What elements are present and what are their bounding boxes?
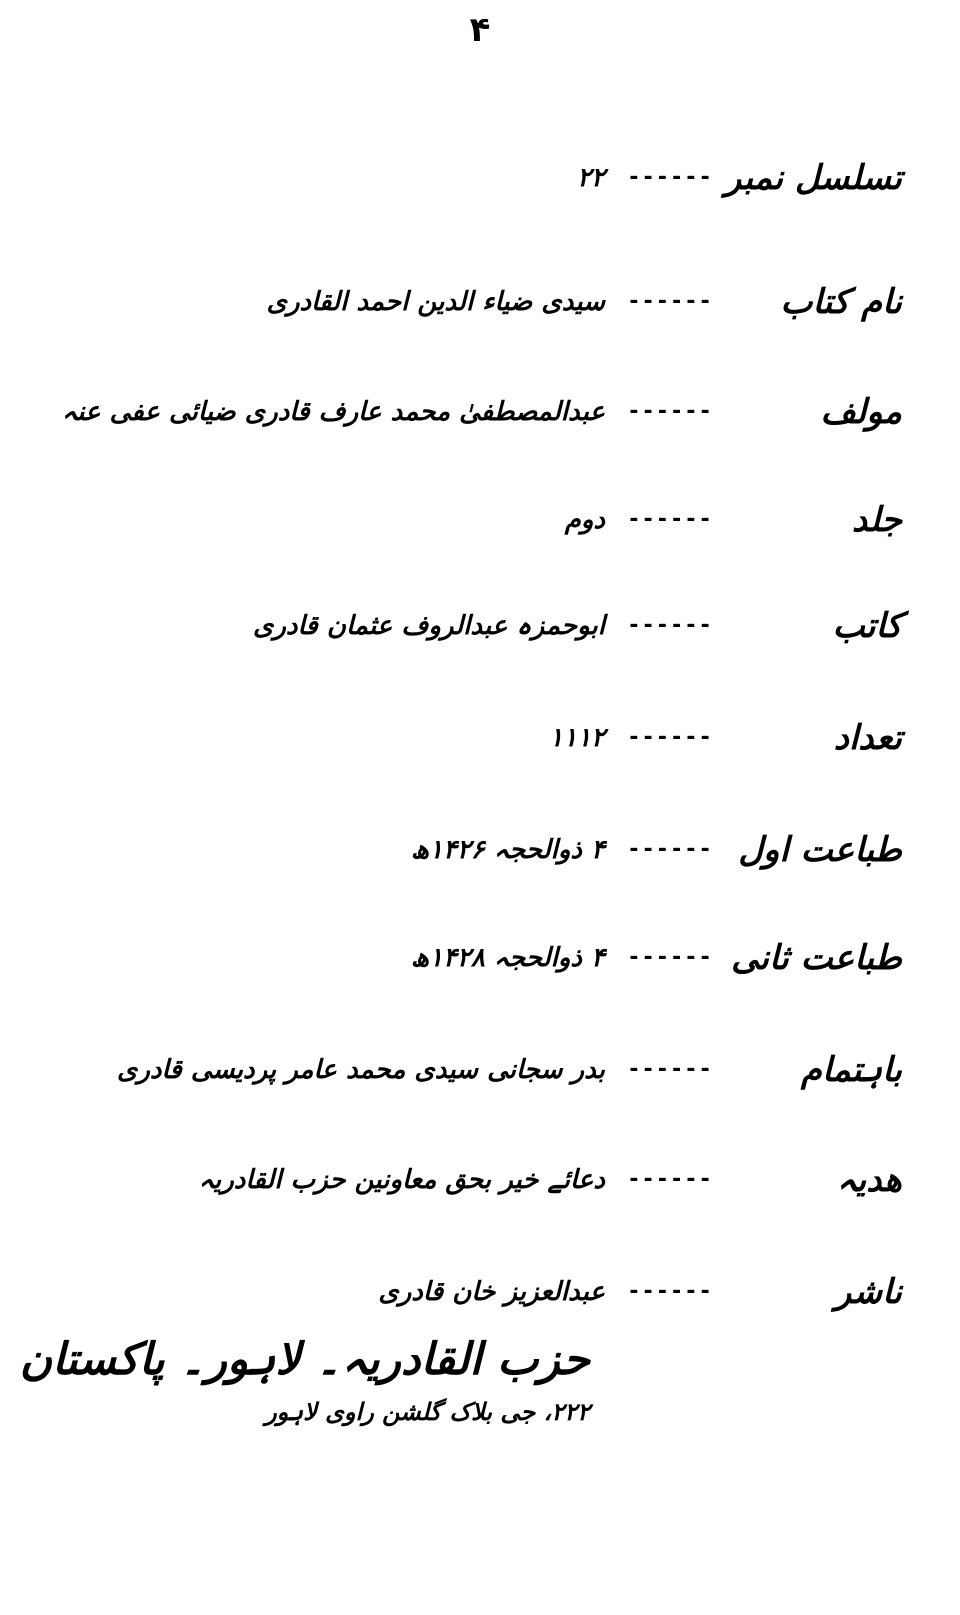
row-dashes: ------ xyxy=(627,1279,713,1304)
row-gift xyxy=(0,1150,960,1210)
publisher-address: ۲۲۲، جی بلاک گلشن راوی لاہور xyxy=(265,1397,590,1426)
row-value: ابوحمزہ عبدالروف عثمان قادری xyxy=(253,611,605,641)
row-label: طباعت اول xyxy=(738,830,902,870)
row-value: ۲۲ xyxy=(577,163,605,193)
row-dashes: ------ xyxy=(627,613,713,638)
row-second-print xyxy=(0,928,960,988)
row-publisher xyxy=(0,1262,960,1322)
row-author xyxy=(0,382,960,442)
row-label: طباعت ثانی xyxy=(731,938,902,978)
row-label: ھدیہ xyxy=(836,1160,902,1200)
row-serial-number xyxy=(0,148,960,208)
row-dashes: ------ xyxy=(627,165,713,190)
row-dashes: ------ xyxy=(627,1057,713,1082)
row-calligrapher xyxy=(0,596,960,656)
row-label: مولف xyxy=(820,392,902,432)
row-volume xyxy=(0,490,960,550)
row-label: نام کتاب xyxy=(780,282,902,322)
row-quantity xyxy=(0,708,960,768)
row-arranged-by xyxy=(0,1040,960,1100)
row-label: باہتمام xyxy=(800,1050,902,1090)
row-value: دعائے خیر بحق معاونین حزب القادریہ xyxy=(198,1165,605,1195)
row-dashes: ------ xyxy=(627,1167,713,1192)
row-first-print xyxy=(0,820,960,880)
row-label: ناشر xyxy=(834,1272,902,1312)
publisher-name: حزب القادریہ۔ لاہور۔ پاکستان xyxy=(19,1334,590,1385)
row-value: عبدالمصطفیٰ محمد عارف قادری ضیائی عفی عنہ xyxy=(61,397,605,427)
row-value: ۴ ذوالحجہ ۱۴۲۸ھ xyxy=(410,943,605,973)
row-value: عبدالعزیز خان قادری xyxy=(378,1277,605,1307)
publisher-block xyxy=(20,1330,590,1434)
row-label: کاتب xyxy=(832,606,902,646)
row-dashes: ------ xyxy=(627,289,713,314)
row-label: تعداد xyxy=(833,718,902,758)
row-dashes: ------ xyxy=(627,725,713,750)
row-value: دوم xyxy=(564,505,605,535)
row-value: ۴ ذوالحجہ ۱۴۲۶ھ xyxy=(410,835,605,865)
row-dashes: ------ xyxy=(627,399,713,424)
row-book-name xyxy=(0,272,960,332)
row-dashes: ------ xyxy=(627,837,713,862)
row-label: جلد xyxy=(851,500,902,540)
row-dashes: ------ xyxy=(627,945,713,970)
page-number: ۴ xyxy=(469,10,491,50)
row-value: سیدی ضیاء الدین احمد القادری xyxy=(266,287,605,317)
row-value: ۱۱۱۲ xyxy=(549,723,605,753)
row-dashes: ------ xyxy=(627,507,713,532)
row-label: تسلسل نمبر xyxy=(724,158,902,198)
row-value: بدر سجانی سیدی محمد عامر پردیسی قادری xyxy=(117,1055,605,1085)
